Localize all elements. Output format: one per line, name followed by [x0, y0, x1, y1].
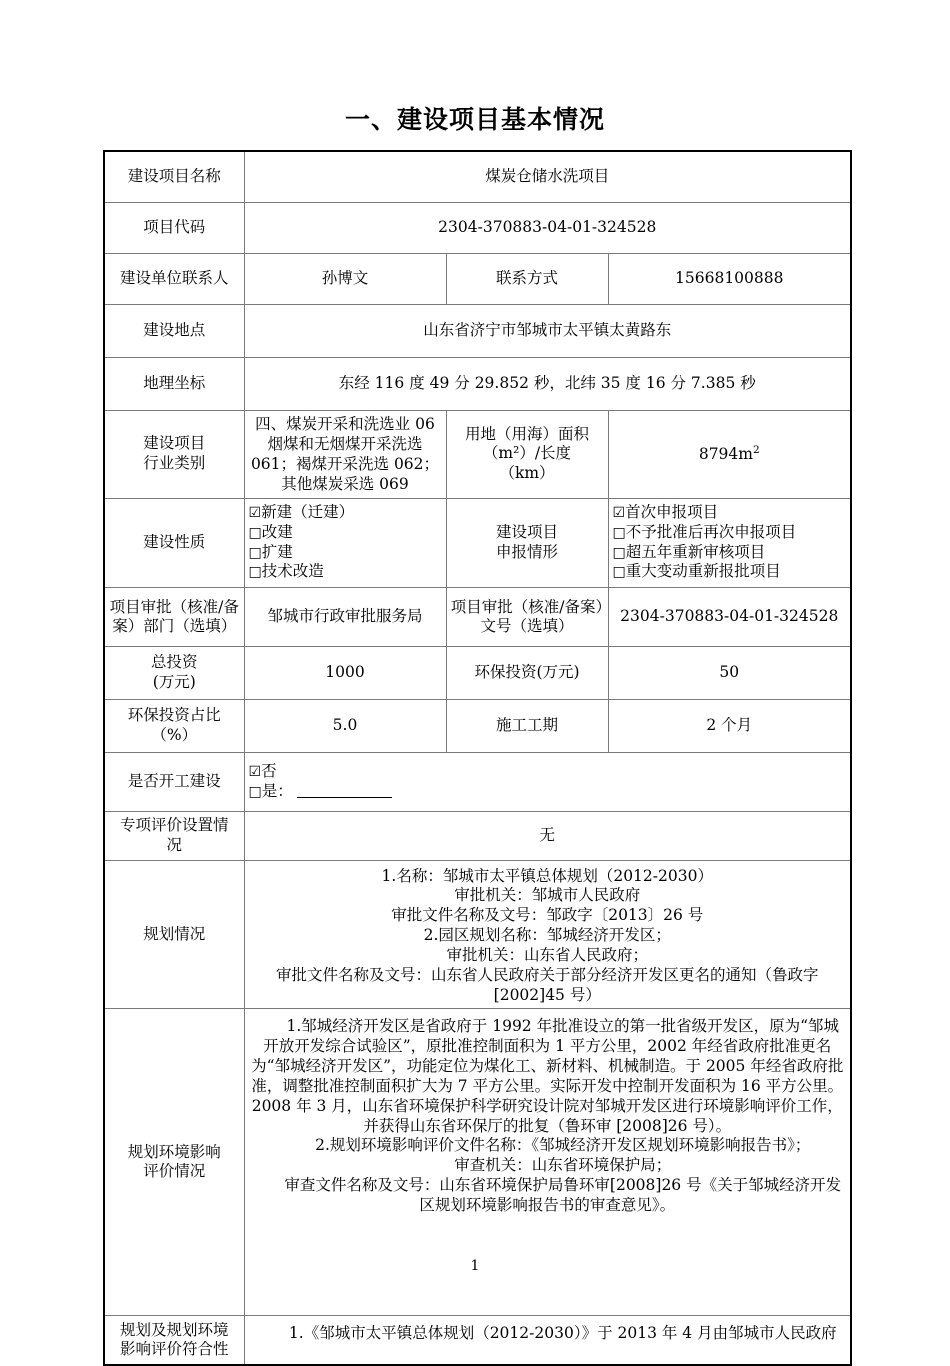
label-approval-document: 项目审批（核准/备案）文号（选填） — [446, 587, 608, 646]
declaration-type-option-2[interactable] — [613, 543, 847, 563]
label-total-investment-line2: (万元) — [152, 672, 196, 691]
planning-eia-paragraph: 审查机关：山东省环境保护局； — [454, 1156, 672, 1175]
value-project-code: 2304-370883-04-01-324528 — [244, 203, 851, 254]
started-options-group — [244, 752, 851, 811]
value-compliance: 1.《邹城市太平镇总体规划（2012-2030）》于 2013 年 4 月由邹城市人民政府 — [244, 1316, 851, 1366]
value-contact-method: 15668100888 — [608, 254, 851, 305]
value-approval-department: 邹城市行政审批服务局 — [244, 587, 446, 646]
label-land-area-line3: （km） — [499, 464, 555, 483]
table-row-started — [104, 752, 851, 811]
table-row-planning — [104, 860, 851, 1009]
table-row-compliance — [104, 1316, 851, 1366]
declaration-type-option-0[interactable] — [613, 503, 847, 523]
construction-nature-option-label: 新建（迁建） — [261, 503, 355, 522]
value-env-investment: 50 — [608, 646, 851, 699]
planning-eia-paragraph: 审查文件名称及文号：山东省环境保护局鲁环审[2008]26 号《关于邹城经济开发区规划环境影响报告书的审查意见》。 — [284, 1175, 842, 1214]
label-industry-line2: 行业类别 — [143, 454, 206, 473]
table-row-contact — [104, 254, 851, 305]
project-basic-info-table — [103, 150, 852, 1366]
construction-nature-option-1[interactable] — [249, 523, 442, 543]
value-industry-category: 四、煤炭开采和洗选业 06 烟煤和无烟煤开采洗选 061；褐煤开采洗选 062；其他煤炭采选 069 — [244, 411, 446, 499]
declaration-type-option-label: 不予批准后再次申报项目 — [625, 522, 797, 541]
label-project-code: 项目代码 — [104, 203, 244, 254]
checkbox-checked-icon[interactable]: ☑ — [248, 763, 262, 780]
planning-eia-paragraph: 1.邹城经济开发区是省政府于 1992 年批准设立的第一批省级开发区，原为“邹城开放开发综合试验区”，原批准控制面积为 1 平方公里，2002 年经省政府批准更名为“邹城经济开发区”，功能定位为煤化工、新材料、机械制造。于 2005 年经省政府批准，调整批准控制面积扩大为 7 平方公里。实际开发中控制开发面积为 16 平方公里。2008 年 3 月，山东省环境保护科学研究设计院对邹城开发区进行环境影响评价工作，并获得山东省环保厅的批复（鲁环审 [2008]26 号）。 — [251, 1017, 844, 1135]
construction-nature-option-label: 技术改造 — [261, 562, 324, 581]
label-total-investment-line1: 总投资 — [150, 652, 198, 671]
checkbox-checked-icon[interactable]: ☑ — [612, 505, 626, 522]
declaration-type-option-3[interactable] — [613, 562, 847, 582]
checkbox-unchecked-icon[interactable]: □ — [612, 564, 626, 581]
construction-started-option-0[interactable] — [249, 762, 847, 782]
label-planning-situation: 规划情况 — [104, 860, 244, 1009]
checkbox-unchecked-icon[interactable]: □ — [612, 544, 626, 561]
value-site: 山东省济宁市邹城市太平镇太黄路东 — [244, 305, 851, 358]
value-approval-document: 2304-370883-04-01-324528 — [608, 587, 851, 646]
value-special-evaluation: 无 — [244, 811, 851, 860]
label-contact-person: 建设单位联系人 — [104, 254, 244, 305]
label-env-investment: 环保投资(万元) — [446, 646, 608, 699]
value-land-area-exponent: 2 — [752, 443, 760, 456]
label-env-ratio-line1: 环保投资占比 — [127, 705, 221, 724]
table-row-project-name — [104, 151, 851, 203]
label-construction-started: 是否开工建设 — [104, 752, 244, 811]
label-special-eval-line2: 况 — [166, 835, 182, 854]
planning-line: 审批机关：山东省人民政府； — [446, 945, 649, 964]
checkbox-unchecked-icon[interactable]: □ — [248, 544, 262, 561]
declaration-type-option-label: 超五年重新审核项目 — [625, 542, 766, 561]
value-coordinates: 东经 116 度 49 分 29.852 秒，北纬 35 度 16 分 7.385 秒 — [244, 358, 851, 411]
value-planning-situation — [244, 860, 851, 1009]
label-planning-eia-line1: 规划环境影响 — [127, 1142, 221, 1161]
table-row-site — [104, 305, 851, 358]
value-land-area — [608, 411, 851, 499]
checkbox-checked-icon[interactable]: ☑ — [248, 505, 262, 522]
declaration-type-option-1[interactable] — [613, 523, 847, 543]
table-row-nature — [104, 498, 851, 587]
planning-line: 审批文件名称及文号：山东省人民政府关于部分经济开发区更名的通知（鲁政字[2002]45 号） — [276, 965, 819, 1004]
label-construction-nature: 建设性质 — [104, 498, 244, 587]
label-land-area-line1: 用地（用海）面积 — [464, 424, 589, 443]
construction-nature-option-label: 改建 — [261, 522, 293, 541]
label-approval-department: 项目审批（核准/备案）部门（选填） — [104, 587, 244, 646]
construction-nature-option-0[interactable] — [249, 503, 442, 523]
label-project-name: 建设项目名称 — [104, 151, 244, 203]
checkbox-unchecked-icon[interactable]: □ — [248, 564, 262, 581]
checkbox-unchecked-icon[interactable]: □ — [248, 524, 262, 541]
label-declaration-line1: 建设项目 — [495, 522, 558, 541]
planning-line: 审批文件名称及文号：邹政字〔2013〕26 号 — [391, 906, 704, 925]
label-compliance-line1: 规划及规划环境 — [119, 1320, 229, 1339]
planning-line: 审批机关：邹城市人民政府 — [454, 886, 641, 905]
value-contact-person: 孙博文 — [244, 254, 446, 305]
checkbox-unchecked-icon[interactable]: □ — [612, 524, 626, 541]
label-site: 建设地点 — [104, 305, 244, 358]
label-coordinates: 地理坐标 — [104, 358, 244, 411]
planning-line: 1.名称：邹城市太平镇总体规划（2012-2030） — [381, 866, 713, 885]
table-row-project-code — [104, 203, 851, 254]
label-contact-method: 联系方式 — [446, 254, 608, 305]
value-project-name: 煤炭仓储水洗项目 — [244, 151, 851, 203]
fill-in-blank-line[interactable] — [297, 797, 392, 798]
table-row-approval — [104, 587, 851, 646]
label-planning-eia-line2: 评价情况 — [143, 1162, 206, 1181]
label-industry-line1: 建设项目 — [143, 434, 206, 453]
value-land-area-number: 8794m — [698, 444, 753, 463]
label-special-evaluation — [104, 811, 244, 860]
declaration-type-option-label: 重大变动重新报批项目 — [625, 562, 781, 581]
planning-line: 2.园区规划名称：邹城经济开发区； — [423, 926, 671, 945]
table-row-industry — [104, 411, 851, 499]
construction-started-option-1[interactable] — [249, 782, 847, 802]
label-env-ratio-line2: （%） — [151, 725, 198, 744]
label-env-investment-ratio — [104, 699, 244, 752]
construction-nature-option-label: 扩建 — [261, 542, 293, 561]
construction-started-option-label: 是： — [261, 781, 293, 800]
construction-started-option-label: 否 — [261, 761, 277, 780]
table-row-special-evaluation — [104, 811, 851, 860]
label-industry-category — [104, 411, 244, 499]
table-row-ratio-duration — [104, 699, 851, 752]
value-construction-duration: 2 个月 — [608, 699, 851, 752]
declaration-type-option-label: 首次申报项目 — [625, 503, 719, 522]
checkbox-unchecked-icon[interactable]: □ — [248, 783, 262, 800]
construction-nature-option-3[interactable] — [249, 562, 442, 582]
label-compliance — [104, 1316, 244, 1366]
declaration-options-group — [608, 498, 851, 587]
label-construction-duration: 施工工期 — [446, 699, 608, 752]
label-special-eval-line1: 专项评价设置情 — [119, 815, 229, 834]
construction-nature-option-2[interactable] — [249, 543, 442, 563]
label-total-investment — [104, 646, 244, 699]
value-env-investment-ratio: 5.0 — [244, 699, 446, 752]
label-declaration-line2: 申报情形 — [495, 542, 558, 561]
label-compliance-line2: 影响评价符合性 — [119, 1340, 229, 1359]
planning-eia-paragraph: 2.规划环境影响评价文件名称：《邹城经济开发区规划环境影响报告书》； — [315, 1136, 811, 1155]
label-land-area-line2: （m²）/长度 — [482, 444, 572, 463]
nature-options-group — [244, 498, 446, 587]
table-row-coordinates — [104, 358, 851, 411]
label-declaration-type — [446, 498, 608, 587]
page-number: 1 — [470, 1258, 480, 1274]
label-land-area — [446, 411, 608, 499]
value-total-investment: 1000 — [244, 646, 446, 699]
table-row-investment — [104, 646, 851, 699]
page-title: 一、建设项目基本情况 — [344, 105, 605, 134]
